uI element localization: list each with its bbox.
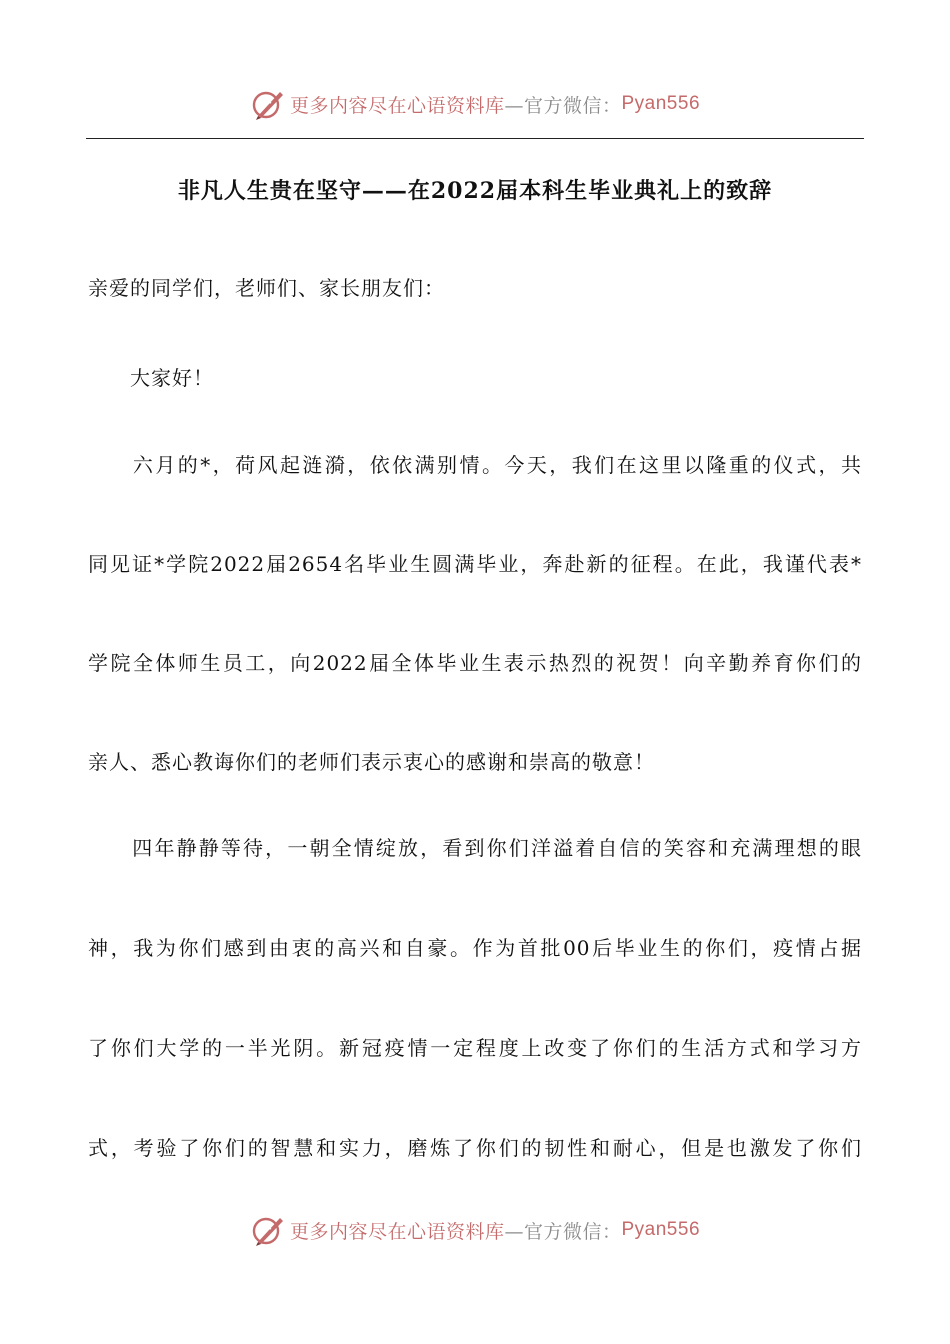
- pen-circle-icon: [250, 86, 286, 122]
- banner-slogan: 更多内容尽在心语资料库: [289, 1220, 505, 1243]
- body-line: 学院全体师生员工，向2022届全体毕业生表示热烈的祝贺！向辛勤养育你们的: [88, 651, 862, 675]
- body-line: 同见证*学院2022届2654名毕业生圆满毕业，奔赴新的征程。在此，我谨代表*: [88, 552, 862, 576]
- header-divider: [86, 138, 864, 139]
- header-watermark-banner: [0, 82, 950, 126]
- body-line: 了你们大学的一半光阴。新冠疫情一定程度上改变了你们的生活方式和学习方: [88, 1036, 862, 1060]
- greeting-line: 大家好！: [88, 366, 214, 390]
- footer-watermark-banner: [0, 1208, 950, 1252]
- pen-circle-icon: [250, 1212, 286, 1248]
- banner-wechat-account: Pyan556: [621, 93, 701, 114]
- body-line: 四年静静等待，一朝全情绽放，看到你们洋溢着自信的笑容和充满理想的眼: [88, 836, 862, 860]
- banner-slogan: 更多内容尽在心语资料库: [289, 94, 505, 117]
- body-line: 神，我为你们感到由衷的高兴和自豪。作为首批00后毕业生的你们，疫情占据: [88, 936, 862, 960]
- body-line: 式，考验了你们的智慧和实力，磨炼了你们的韧性和耐心，但是也激发了你们: [88, 1136, 862, 1160]
- document-title: 非凡人生贵在坚守——在2022届本科生毕业典礼上的致辞: [177, 178, 773, 204]
- body-line: 亲人、悉心教诲你们的老师们表示衷心的感谢和崇高的敬意！: [88, 750, 655, 774]
- banner-wechat-account: Pyan556: [621, 1219, 701, 1240]
- banner-official-label: —官方微信：: [504, 94, 622, 117]
- salutation-line: 亲爱的同学们，老师们、家长朋友们：: [88, 276, 445, 300]
- banner-official-label: —官方微信：: [504, 1220, 622, 1243]
- body-line: 六月的*，荷风起涟漪，依依满别情。今天，我们在这里以隆重的仪式，共: [88, 453, 862, 477]
